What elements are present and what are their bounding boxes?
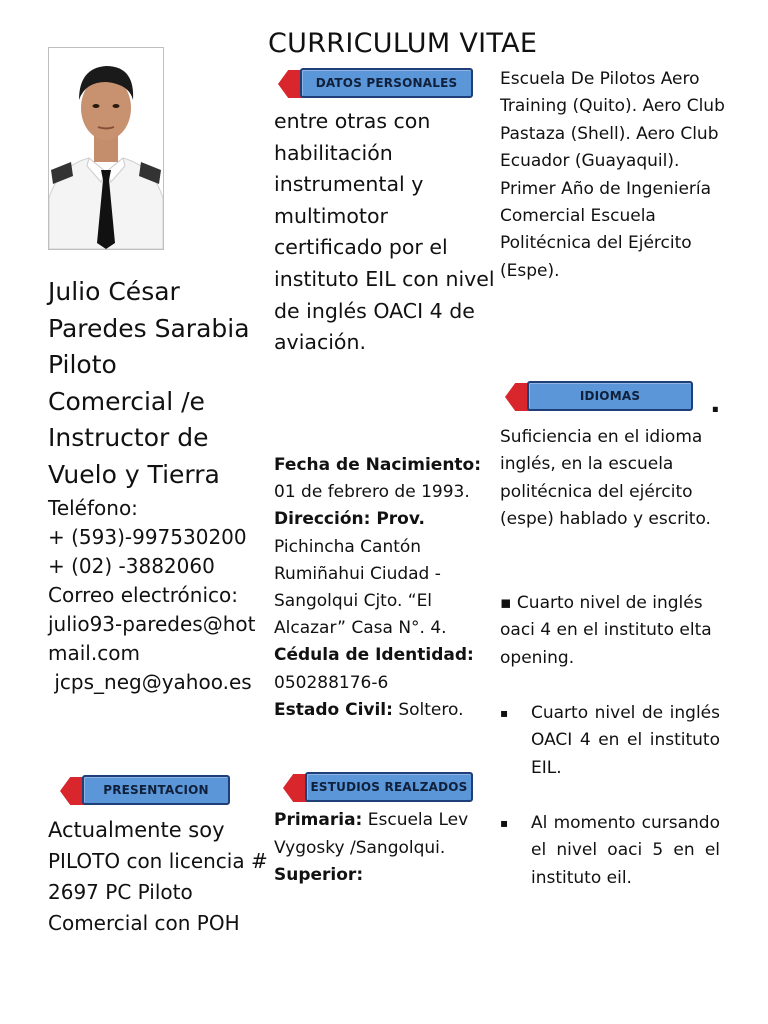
superior-label: Superior:	[274, 865, 364, 885]
stray-dot: .	[710, 386, 721, 419]
datos-personales-banner	[278, 68, 473, 100]
email-address: julio93-paredes@hotmail.com	[48, 612, 256, 665]
name-line: Comercial /e	[48, 386, 205, 416]
name-line: Piloto	[48, 350, 117, 379]
superior-list: Escuela De Pilotos Aero Training (Quito). Aero Club Pastaza (Shell). Aero Club Ecuador (Guayaquil). Primer Año de Ingeniería Comercial Escuela Politécnica del Ejército (Espe).	[500, 69, 725, 281]
presentacion-banner	[60, 775, 230, 807]
primaria-value: Escuela Lev Vygosky /Sangolqui.	[274, 810, 469, 858]
email-address: jcps_neg@yahoo.es	[48, 670, 252, 694]
portrait-image	[49, 48, 163, 249]
primaria-label: Primaria:	[274, 810, 363, 830]
name-line: Instructor de	[48, 423, 209, 452]
birth-label: Fecha de Nacimiento:	[274, 455, 482, 475]
presentacion-continuation: entre otras con habilitación instrumental y multimotor certificado por el instituto EIL con nivel de inglés OACI 4 de aviación.	[274, 109, 495, 355]
phone-number: + (02) -3882060	[48, 554, 215, 578]
profile-photo	[48, 47, 164, 250]
estudios-text	[274, 807, 499, 890]
contact-block	[48, 494, 263, 697]
page-title: CURRICULUM VITAE	[268, 28, 538, 59]
name-line: Vuelo y Tierra	[48, 459, 220, 489]
phone-number: + (593)-997530200	[48, 525, 247, 549]
idiomas-bullet-item: ▪ Cuarto nivel de inglés OACI 4 en el instituto EIL.	[500, 700, 720, 782]
banner-label: PRESENTACION	[103, 783, 209, 797]
idiomas-paragraph: Suficiencia en el idioma inglés, en la escuela politécnica del ejército (espe) hablado y escrito.	[500, 427, 711, 530]
birth-value: 01 de febrero de 1993.	[274, 482, 470, 503]
bullet-icon: ▪	[500, 816, 509, 830]
banner-label: IDIOMAS	[579, 389, 641, 403]
id-value: 050288176-6	[274, 672, 389, 693]
email-label: Correo electrónico:	[48, 583, 238, 607]
address-value: Pichincha Cantón Rumiñahui Ciudad -Sangolqui Cjto. “El Alcazar” Casa N°. 4.	[274, 536, 447, 639]
estudios-banner	[283, 772, 473, 804]
banner-label: ESTUDIOS REALZADOS	[310, 780, 468, 794]
address-label: Dirección: Prov.	[274, 509, 426, 530]
civil-value: Soltero.	[392, 699, 464, 720]
name-line: Julio César	[48, 277, 180, 306]
phone-label: Teléfono:	[48, 496, 138, 520]
idiomas-item: ▪ Cuarto nivel de inglés oaci 4 en el instituto elta opening.	[500, 593, 712, 668]
civil-label: Estado Civil:	[274, 699, 393, 720]
id-label: Cédula de Identidad:	[274, 645, 474, 666]
bullet-icon: ▪	[500, 706, 509, 720]
idiomas-banner	[505, 381, 693, 413]
idiomas-bullet-item: ▪ Al momento cursando el nivel oaci 5 en el instituto eil.	[500, 810, 720, 892]
profile-name-block	[48, 274, 260, 493]
personal-data	[274, 452, 499, 724]
presentacion-text: Actualmente soy PILOTO con licencia # 2697 PC Piloto Comercial con POH	[48, 818, 268, 935]
name-line: Paredes Sarabia	[48, 313, 250, 343]
banner-label: DATOS PERSONALES	[315, 76, 458, 90]
